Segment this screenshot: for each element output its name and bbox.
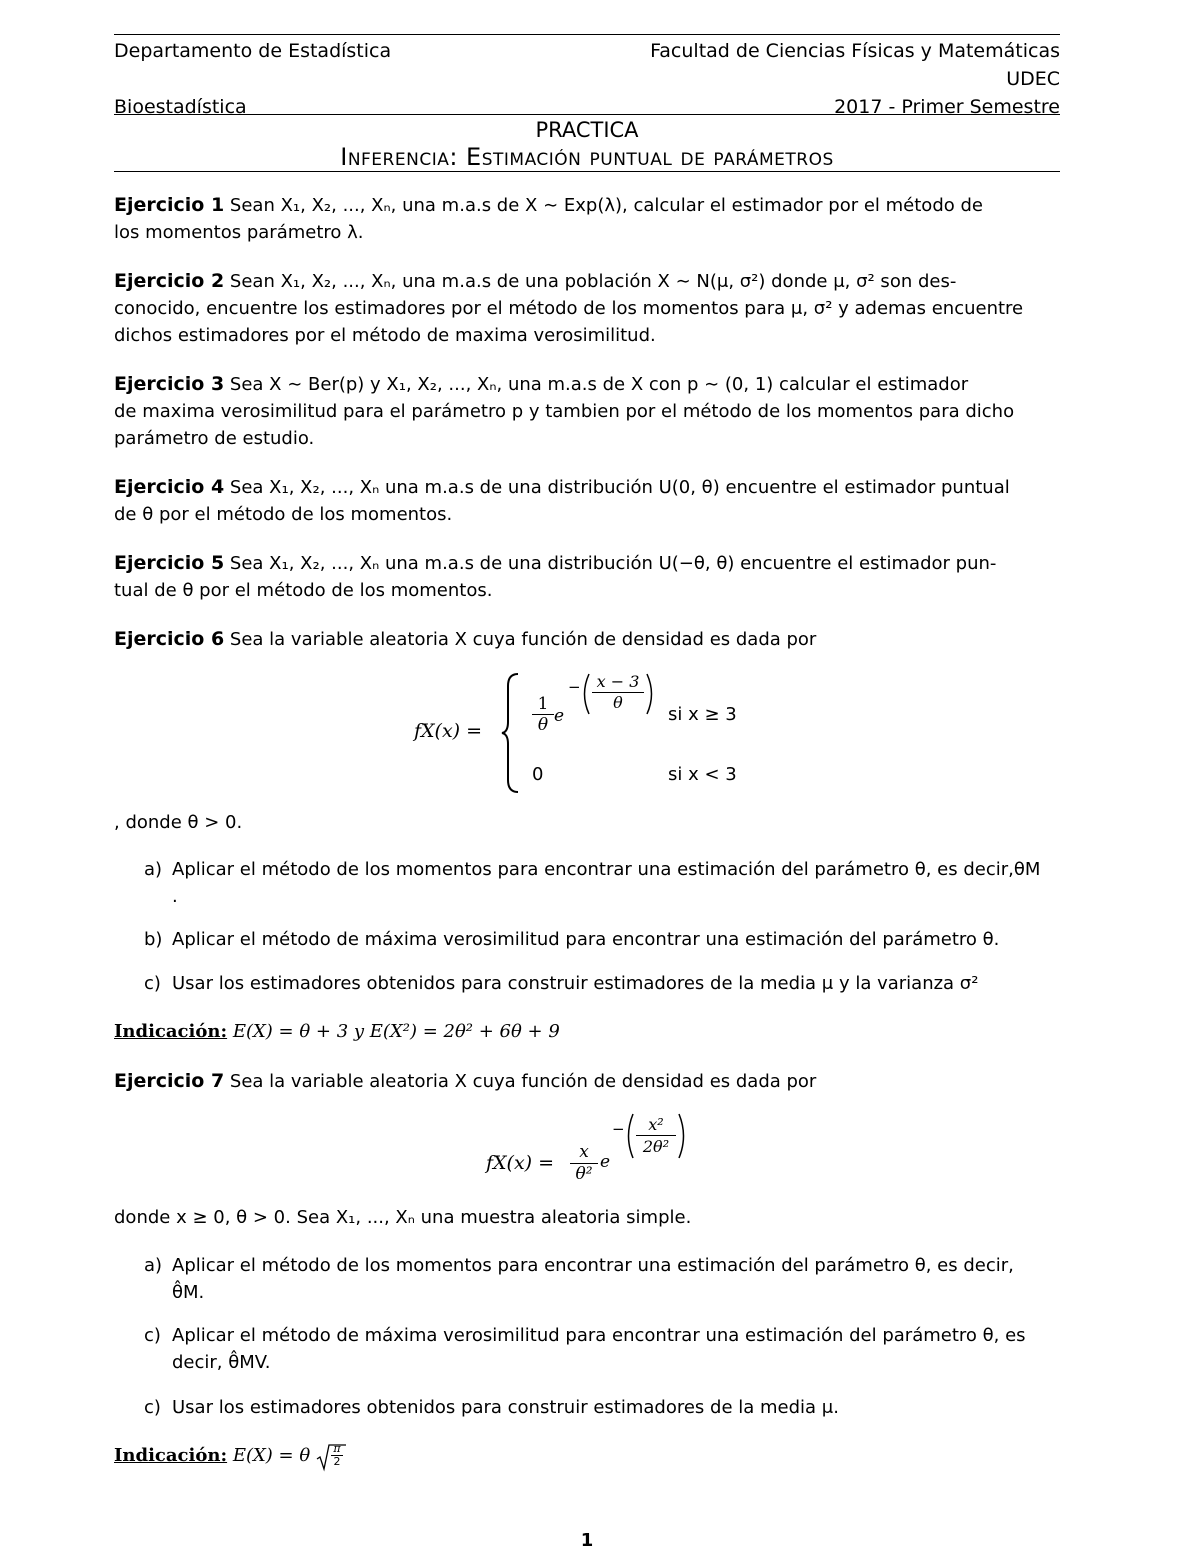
exercise-7-item-c <box>144 1394 1060 1421</box>
exercise-7-coef-den: θ² <box>570 1163 598 1185</box>
exercise-6-left-paren <box>578 672 592 716</box>
exercise-7-minus: − <box>612 1120 625 1138</box>
exercise-6-item-c-label: c) <box>144 973 161 994</box>
exercise-7-item-a-label: a) <box>144 1255 163 1276</box>
exercise-2-text-2: conocido, encuentre los estimadores por el método de los momentos para μ, σ² y ademas encuentre <box>114 298 1024 319</box>
exercise-6-right-paren <box>644 672 658 716</box>
exercise-6-case-2-value: 0 <box>532 764 544 785</box>
exercise-3-label: Ejercicio 3 <box>114 373 225 395</box>
exercise-5-label: Ejercicio 5 <box>114 552 225 574</box>
exercise-6-lhs: fX(x) = <box>414 720 483 742</box>
exercise-6-item-a <box>144 856 1060 910</box>
header-top-rule <box>114 34 1060 35</box>
title-rule <box>114 171 1060 172</box>
exercise-7-left-paren <box>622 1112 636 1160</box>
exercise-7-label: Ejercicio 7 <box>114 1070 225 1092</box>
exercise-6-item-a-label: a) <box>144 859 163 880</box>
exercise-7-item-a <box>144 1252 1060 1306</box>
exercise-1-label: Ejercicio 1 <box>114 194 225 216</box>
exercise-7-right-paren <box>676 1112 690 1160</box>
exercise-2-text: Sean X₁, X₂, ..., Xₙ, una m.a.s de una población X ∼ N(μ, σ²) donde μ, σ² son des- <box>229 271 957 292</box>
exercise-7-hint <box>114 1442 1060 1469</box>
exercise-6-hint <box>114 1018 1060 1045</box>
exercise-7-item-b <box>144 1322 1060 1376</box>
exercise-2 <box>114 268 1060 349</box>
exercise-7-item-c-label: c) <box>144 1397 161 1418</box>
exercise-6-minus: − <box>568 678 581 696</box>
exercise-5 <box>114 550 1060 604</box>
exercise-1-text-2: los momentos parámetro λ. <box>114 222 364 243</box>
exercise-7-e: e <box>600 1152 611 1172</box>
exercise-6-item-a-text: Aplicar el método de los momentos para encontrar una estimación del parámetro θ, es decir,θM <box>172 859 1041 880</box>
exercise-7 <box>114 1068 1060 1095</box>
exercise-7-hint-frac <box>331 1443 343 1468</box>
exercise-4-text: Sea X₁, X₂, ..., Xₙ una m.a.s de una distribución U(0, θ) encuentre el estimador puntual <box>229 477 1010 498</box>
exercise-6-item-b-label: b) <box>144 929 163 950</box>
exercise-3 <box>114 371 1060 452</box>
header-university: UDEC <box>1006 68 1060 90</box>
exercise-5-text-2: tual de θ por el método de los momentos. <box>114 580 493 601</box>
header-department: Departamento de Estadística <box>114 40 392 62</box>
exercise-6-exponent <box>592 672 644 713</box>
exercise-7-hint-label: Indicación: <box>114 1445 228 1466</box>
exercise-6-hint-label: Indicación: <box>114 1021 228 1042</box>
doc-title: PRACTICA <box>535 118 639 142</box>
exercise-7-exp-den: 2θ² <box>636 1135 676 1157</box>
exercise-6-brace <box>500 672 522 794</box>
exercise-6-hint-text: E(X) = θ + 3 y E(X²) = 2θ² + 6θ + 9 <box>232 1021 560 1042</box>
header-faculty: Facultad de Ciencias Físicas y Matemáticas <box>650 40 1060 62</box>
exercise-7-hint-two: 2 <box>331 1455 343 1468</box>
exercise-7-exp-num: x² <box>648 1115 664 1134</box>
exercise-6-cond-2: si x < 3 <box>668 764 737 785</box>
exercise-4-text-2: de θ por el método de los momentos. <box>114 504 453 525</box>
exercise-2-label: Ejercicio 2 <box>114 270 225 292</box>
exercise-3-text-3: parámetro de estudio. <box>114 428 315 449</box>
exercise-7-item-b-label: c) <box>144 1325 161 1346</box>
exercise-6-item-a-dot: . <box>172 886 178 907</box>
exercise-3-text-2: de maxima verosimilitud para el parámetro p y tambien por el método de los momentos para dicho <box>114 401 1015 422</box>
exercise-7-item-b-text-2: decir, θ̂MV. <box>172 1352 271 1373</box>
exercise-4-label: Ejercicio 4 <box>114 476 225 498</box>
exercise-6-exp-num: x − 3 <box>596 672 640 691</box>
exercise-7-item-c-text: Usar los estimadores obtenidos para construir estimadores de la media μ. <box>172 1397 839 1418</box>
exercise-6-e: e <box>554 706 565 726</box>
exercise-5-text: Sea X₁, X₂, ..., Xₙ una m.a.s de una distribución U(−θ, θ) encuentre el estimador pun- <box>229 553 997 574</box>
doc-subtitle: Inferencia: Estimación puntual de parámetros <box>340 143 834 171</box>
header-bottom-rule <box>114 114 1060 115</box>
exercise-7-coef <box>570 1142 598 1185</box>
exercise-7-intro: Sea la variable aleatoria X cuya función de densidad es dada por <box>229 1071 817 1092</box>
exercise-7-item-a-text: Aplicar el método de los momentos para encontrar una estimación del parámetro θ, es decir, <box>172 1255 1014 1276</box>
exercise-7-hint-lhs: E(X) = θ <box>232 1445 311 1466</box>
exercise-1 <box>114 192 1060 246</box>
exercise-6-item-b-text: Aplicar el método de máxima verosimilitud para encontrar una estimación del parámetro θ. <box>172 929 1000 950</box>
exercise-2-text-3: dichos estimadores por el método de maxima verosimilitud. <box>114 325 656 346</box>
exercise-6-item-b <box>144 926 1060 953</box>
exercise-7-hint-sqrt <box>316 1443 346 1467</box>
header-term: 2017 - Primer Semestre <box>834 96 1060 118</box>
exercise-1-text: Sean X₁, X₂, ..., Xₙ, una m.a.s de X ∼ Exp(λ), calcular el estimador por el método de <box>229 195 983 216</box>
exercise-7-coef-num: x <box>579 1142 589 1162</box>
exercise-6 <box>114 626 1060 653</box>
exercise-7-hint-pi: π <box>333 1442 341 1455</box>
exercise-6-formula <box>414 668 814 798</box>
exercise-6-intro: Sea la variable aleatoria X cuya función de densidad es dada por <box>229 629 817 650</box>
exercise-7-donde: donde x ≥ 0, θ > 0. Sea X₁, ..., Xₙ una muestra aleatoria simple. <box>114 1207 692 1228</box>
exercise-6-coef-den: θ <box>532 714 554 735</box>
exercise-7-formula <box>486 1106 746 1196</box>
exercise-6-coef <box>532 694 554 735</box>
exercise-6-donde: , donde θ > 0. <box>114 812 243 833</box>
exercise-7-lhs: fX(x) = <box>486 1152 555 1174</box>
exercise-6-exp-den: θ <box>592 692 644 713</box>
exercise-6-label: Ejercicio 6 <box>114 628 225 650</box>
exercise-6-item-c-text: Usar los estimadores obtenidos para construir estimadores de la media μ y la varianza σ² <box>172 973 979 994</box>
exercise-6-coef-num: 1 <box>537 694 549 714</box>
page-number: 1 <box>580 1530 594 1551</box>
exercise-7-item-b-text: Aplicar el método de máxima verosimilitud para encontrar una estimación del parámetro θ, es <box>172 1325 1026 1346</box>
exercise-6-item-c <box>144 970 1060 997</box>
exercise-6-cond-1: si x ≥ 3 <box>668 704 737 725</box>
exercise-3-text: Sea X ∼ Ber(p) y X₁, X₂, ..., Xₙ, una m.a.s de X con p ∼ (0, 1) calcular el estimador <box>229 374 969 395</box>
exercise-7-exponent <box>636 1114 676 1157</box>
exercise-7-item-a-text-2: θ̂M. <box>172 1282 205 1303</box>
header-course: Bioestadística <box>114 96 247 118</box>
exercise-4 <box>114 474 1060 528</box>
